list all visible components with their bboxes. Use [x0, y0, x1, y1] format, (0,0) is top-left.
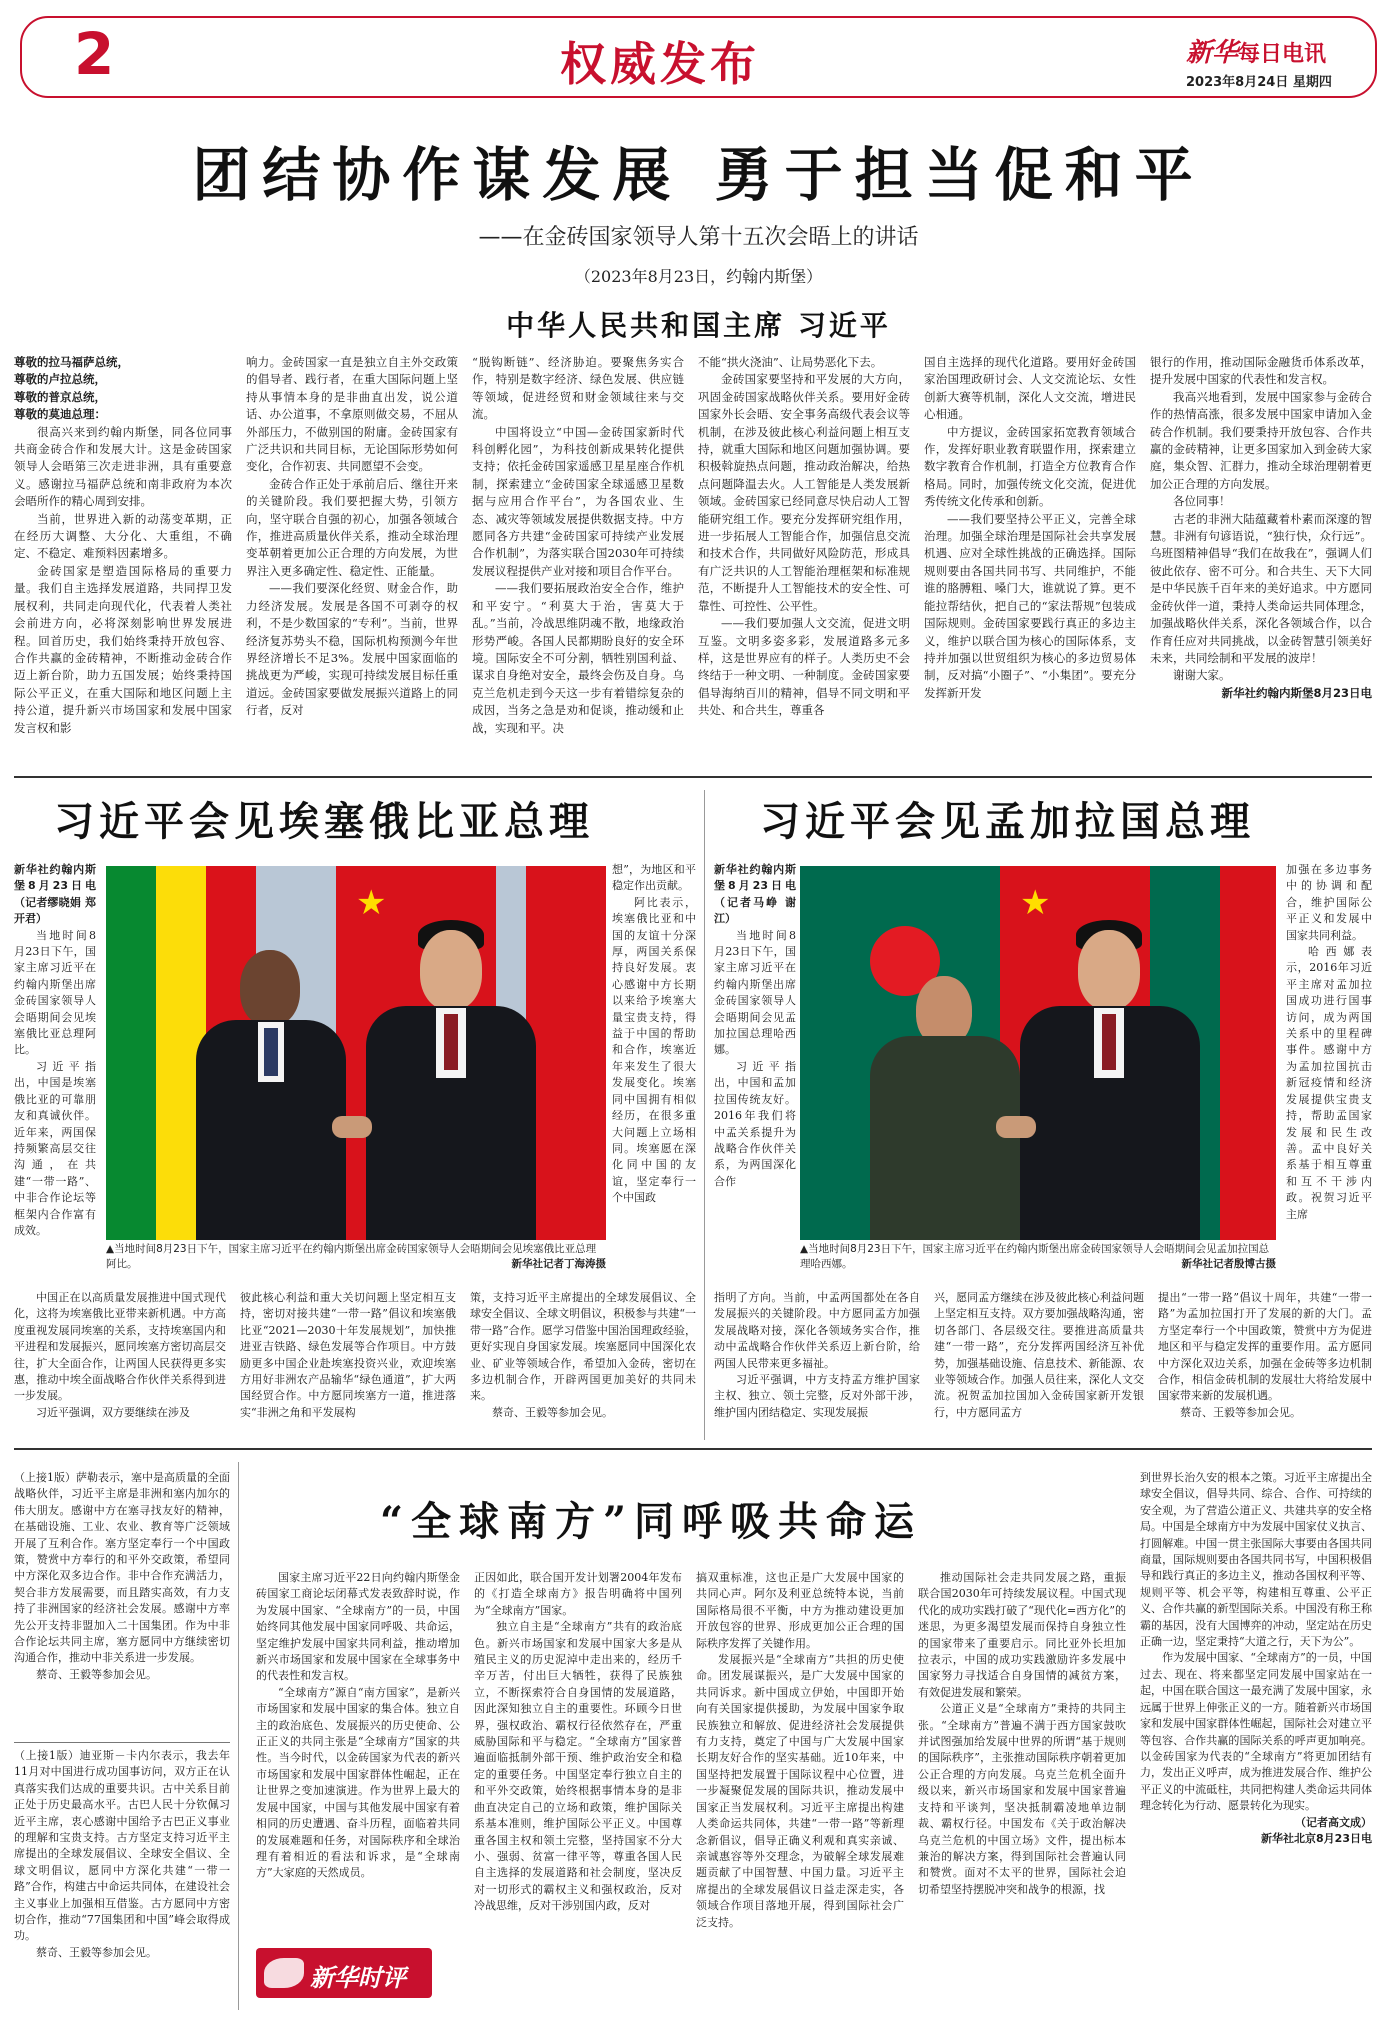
- lead-column-2: [246, 354, 458, 764]
- paragraph: 金砖合作正处于承前启后、继往开来的关键阶段。我们要把握大势，引领方向，坚守联合自强的初心，加强各领域合作，推进高质量伙伴关系，推动全球治理变革朝着更加公正合理的方向发展，为世界注入更多确定性、稳定性、正能量。: [246, 476, 458, 578]
- ethiopia-bottom-1: [14, 1290, 226, 1438]
- author: （记者高文成）: [1295, 1815, 1372, 1829]
- global-south-title: “全球南方”同呼吸共命运: [380, 1498, 923, 1545]
- paragraph: 彼此核心利益和重大关切问题上坚定相互支持，密切对接共建“一带一路”倡议和埃塞俄比亚“2021—2030十年发展规划”，加快推进亚吉铁路、绿色发展等合作项目。中方鼓励更多中国企业赴埃塞投资兴业，欢迎埃塞方用好非洲农产品输华“绿色通道”，扩大两国经贸合作。中方愿同埃塞方一道，推进落实“非洲之角和平发展构: [240, 1291, 456, 1419]
- south-column-2: [474, 1570, 682, 2010]
- paragraph: 响力。金砖国家一直是独立自主外交政策的倡导者、践行者，在重大国际问题上坚持从事情本身的是非曲直出发，说公道话、办公道事，不拿原则做交易，不屈从外部压力，不做别国的附庸。金砖国家有广泛共识和共同目标，无论国际形势如何变化，合作初衷、共同愿望不会变。: [246, 355, 458, 474]
- ethiopia-title: 习近平会见埃塞俄比亚总理: [54, 798, 594, 845]
- bangladesh-photo: [800, 866, 1276, 1240]
- paragraph: 各位同事！: [1173, 494, 1231, 509]
- paragraph: 策，支持习近平主席提出的全球发展倡议、全球安全倡议、全球文明倡议，积极参与共建“一带一路”合作。愿学习借鉴中国治国理政经验，更好实现自身国家发展。埃塞愿同中国深化农业、矿业等领域合作，希望加入金砖，密切在多边机制合作，开辟两国更加美好的共同未来。: [470, 1291, 696, 1403]
- lead-subhead: ——在金砖国家领导人第十五次会晤上的讲话: [478, 225, 919, 250]
- bangladesh-lede: 新华社约翰内斯堡8月23日电（记者马峥 谢江）: [714, 863, 796, 926]
- photo-credit: 新华社记者丁海涛摄: [511, 1258, 606, 1270]
- paragraph: 蔡奇、王毅等参加会见。: [36, 1945, 157, 1959]
- logo-text: 新华时评: [310, 1964, 406, 1992]
- person-xi: [366, 924, 536, 1240]
- paragraph: 习近平指出，中国是埃塞俄比亚的可靠朋友和真诚伙伴。近年来，两国保持频繁高层交往沟通，在共建“一带一路”、中非合作论坛等框架内合作富有成效。: [14, 1059, 96, 1237]
- paragraph: 很高兴来到约翰内斯堡，同各位同事共商金砖合作和发展大计。这是金砖国家领导人会晤第三次走进非洲，具有重要意义。感谢拉马福萨总统和南非政府为本次会晤所作的精心周到安排。: [14, 424, 232, 509]
- flag-star-icon: ★: [356, 883, 387, 923]
- caption-text: ▲当地时间8月23日下午，国家主席习近平在约翰内斯堡出席金砖国家领导人会晤期间会见埃塞俄比亚总理阿比。: [106, 1243, 597, 1270]
- paragraph: 到世界长治久安的根本之策。习近平主席提出全球安全倡议，倡导共同、综合、合作、可持续的安全观，为了营造公道正义、共建共享的安全格局。中国是全球南方中为发展中国家仗义执言、打圆解难。中国一贯主张国际大事要由各国共同商量，国际规则要由各国共同书写，中国积极倡导和践行真正的多边主义，推动各国权利平等、规则平等、机会平等，构建相互尊重、公平正义、合作共赢的新型国际关系。中国没有称王称霸的基因，没有大国博弈的冲动，坚定站在历史正确一边，坚定秉持“大道之行，天下为公”。: [1140, 1471, 1372, 1649]
- paragraph: 阿比表示，埃塞俄比亚和中国的友谊十分深厚，两国关系保持良好发展。衷心感谢中方长期以来给予埃塞大量宝贵支持，得益于中国的帮助和合作，埃塞近年来发生了很大发展变化。埃塞同中国拥有相似经历，在很多重大问题上立场相同。埃塞愿在深化同中国的友谊，坚定奉行一个中国政: [612, 895, 696, 1205]
- bangladesh-column-left: [714, 862, 796, 1282]
- section-title: 权威发布: [560, 37, 760, 91]
- bangladesh-bottom-3: [1158, 1290, 1372, 1438]
- lead-column-3: [472, 354, 684, 764]
- paragraph: ——我们要坚持公平正义，完善全球治理。加强全球治理是国际社会共享发展机遇、应对全球性挑战的正确选择。国际规则要由各国共同书写、共同维护，不能谁的胳膊粗、嗓门大，谁就说了算。更不能拉帮结伙，把自己的“家法帮规”包装成国际规则。金砖国家要践行真正的多边主义，维护以联合国为核心的国际体系，支持并加强以世贸组织为核心的多边贸易体制，反对搞“小圈子”、“小集团”。要充分发挥新开发: [924, 511, 1136, 700]
- brush-icon: [264, 1958, 304, 1988]
- paragraph: 不能“拱火浇油”、让局势恶化下去。: [698, 355, 883, 369]
- column-divider: [704, 790, 705, 1440]
- person-abiy: [196, 950, 346, 1240]
- paragraph: 公道正义是“全球南方”秉持的共同主张。“全球南方”普遍不满于西方国家鼓吹并试图强加给发展中世界的所谓“基于规则的国际秩序”，主张推动国际秩序朝着更加公正合理的方向发展。乌克兰危机全面升级以来，新兴市场国家和发展中国家普遍支持和平谈判，坚决抵制霸凌地单边制裁、霸权行径。中国发布《关于政治解决乌克兰危机的中国立场》文件，提出标本兼治的解决方案，得到国际社会普遍认同和赞赏。面对不太平的世界，国际社会迫切希望坚持摆脱冲突和战争的根源，找: [918, 1702, 1126, 1896]
- lead-column-6: [1150, 354, 1372, 764]
- ethiopia-caption: [106, 1242, 606, 1272]
- lead-column-5: [924, 354, 1136, 764]
- ethiopia-lede: 新华社约翰内斯堡8月23日电（记者缪晓娟 郑开君）: [14, 863, 96, 926]
- paragraph: 作为发展中国家、“全球南方”的一员，中国过去、现在、将来都坚定同发展中国家站在一起，中国在联合国这一最充满了发展中国家，永远属于世界上伸张正义的一方。随着新兴市场国家和发展中国家群体性崛起，国际社会对建立平等包容、合作共赢的国际关系的呼声更加响亮。以金砖国家为代表的“全球南方”将更加团结有力，发出正义呼声，成为推进发展合作、维护公平正义的中流砥柱，共同把构建人类命运共同体理念转化为行动、愿景转化为现实。: [1140, 1651, 1372, 1813]
- paragraph: 指明了方向。当前，中孟两国都处在各自发展振兴的关键阶段。中方愿同孟方加强发展战略对接，深化各领域务实合作，推动中孟战略合作伙伴关系迈上新台阶，给两国人民带来更多福祉。: [714, 1291, 920, 1370]
- divider: [14, 1448, 1372, 1450]
- paragraph: 搞双重标准，这也正是广大发展中国家的共同心声。阿尔及利亚总统特本说，当前国际格局很不平衡，中方为推动建设更加开放包容的世界、形成更加公正合理的国际秩序发挥了关键作用。: [696, 1571, 904, 1650]
- continued-cuba: [14, 1748, 230, 2010]
- ethiopia-column-left: [14, 862, 96, 1282]
- paragraph: 哈西娜表示，2016年习近平主席对孟加拉国成功进行国事访问，成为两国关系中的里程碑事件。感谢中方为孟加拉国抗击新冠疫情和经济发展提供宝贵支持，帮助孟国家发展和民生改善。孟中良好关系基于相互尊重和互不干涉内政。祝贺习近平主席: [1286, 945, 1372, 1221]
- ethiopia-bottom-3: [470, 1290, 696, 1438]
- lead-credit: 新华社约翰内斯堡8月23日电: [1221, 685, 1372, 700]
- ethiopia-column-right: [612, 862, 696, 1282]
- bangladesh-caption: [800, 1242, 1276, 1272]
- lead-speaker: 中华人民共和国主席 习近平: [506, 309, 891, 342]
- paragraph: 当地时间8月23日下午，国家主席习近平在约翰内斯堡出席金砖国家领导人会晤期间会见孟加拉国总理哈西娜。: [714, 928, 796, 1057]
- south-column-1: [256, 1570, 460, 1940]
- paragraph: 提出“一带一路”倡议十周年，共建“一带一路”为孟加拉国打开了发展的新的大门。孟方坚定奉行一个中国政策，赞赏中方为促进地区和平与稳定发挥的重要作用。孟方愿同中方深化双边关系，加强在金砖等多边机制合作，相信金砖机制的发展壮大将给发展中国家带来新的发展机遇。: [1158, 1291, 1372, 1403]
- paragraph: 习近平强调，双方要继续在涉及: [36, 1405, 190, 1419]
- paragraph: 蔡奇、王毅等参加会见。: [1180, 1405, 1301, 1419]
- paragraph: 蔡奇、王毅等参加会见。: [492, 1405, 613, 1419]
- issue-date: 2023年8月24日 星期四: [1186, 75, 1332, 90]
- paragraph: 推动国际社会走共同发展之路，重振联合国2030年可持续发展议程。中国式现代化的成功实践打破了“现代化=西方化”的迷思，为更多渴望发展而保持自身独立性的国家带来了重要启示。同比亚外长坦加拉表示，中国的成功实践激励许多发展中国家努力寻找适合自身国情的减贫方案，有效促进发展和繁荣。: [918, 1571, 1126, 1699]
- south-column-5: [1140, 1470, 1372, 2010]
- ethiopia-bottom-2: [240, 1290, 456, 1438]
- divider: [14, 1742, 230, 1743]
- person-xi: [1020, 924, 1200, 1240]
- divider: [14, 776, 1372, 778]
- paragraph: 金砖国家是塑造国际格局的重要力量。我们自主选择发展道路，共同捍卫发展权利，共同走向现代化，代表着人类社会前进方向，必将深刻影响世界发展进程。回首历史，我们始终秉持开放包容、合作共赢的金砖精神，不断推动金砖合作迈上新台阶，助力五国发展；始终秉持国际公平正义，在重大国际和地区问题上主持公道，提升新兴市场国家和发展中国家发言权和影: [14, 563, 232, 735]
- paragraph: 发展振兴是“全球南方”共担的历史使命。团发展谋振兴，是广大发展中国家的共同诉求。新中国成立伊始，中国即开始向有关国家提供援助，为发展中国家争取民族独立和解放、促进经济社会发展提供有力支持，奠定了中国与广大发展中国家长期友好合作的坚实基础。近10年来，中国坚持把发展置于国际议程中心位置，进一步凝聚促发展的国际共识，推动发展中国家正当发展权利。习近平主席提出构建人类命运共同体，共建“一带一路”等新理念新倡议，倡导正确义利观和真实亲诚、亲诚惠容等外交理念，为破解全球发展难题贡献了中国智慧、中国力量。习近平主席提出的全球发展倡议日益走深走实，各领域合作项目落地开展，得到国际社会广泛支持。: [696, 1653, 904, 1929]
- paragraph: （上接1版）迪亚斯－卡内尔表示，我去年11月对中国进行成功国事访问，双方正在认真落实我们达成的重要共识。古中关系目前正处于历史最高水平。古巴人民十分钦佩习近平主席，衷心感谢中国给予古巴正义事业的理解和宝贵支持。古方坚定支持习近平主席提出的全球发展倡议、全球安全倡议、全球文明倡议，愿同中方深化共建“一带一路”合作，构建古中命运共同体，在建设社会主义事业上加强相互借鉴。古方愿同中方密切合作，推动“77国集团和中国”峰会取得成功。: [14, 1749, 230, 1943]
- paragraph: 蔡奇、王毅等参加会见。: [36, 1667, 157, 1681]
- handshake: [332, 1116, 372, 1138]
- paragraph: 金砖国家要坚持和平发展的大方向，巩固金砖国家战略伙伴关系。要用好金砖国家外长会晤、安全事务高级代表会议等机制，在涉及彼此核心利益问题上相互支持，就重大国际和地区问题加强协调。要积极斡旋热点问题，推动政治解决，给热点问题降温去火。人工智能是人类发展新领域。金砖国家已经同意尽快启动人工智能研究组工作。要充分发挥研究组作用，进一步拓展人工智能合作，加强信息交流和技术合作，共同做好风险防范，形成具有广泛共识的人工智能治理框架和标准规范，不断提升人工智能技术的安全性、可靠性、可控性、公平性。: [698, 372, 910, 613]
- paragraph: ——我们要深化经贸、财金合作，助力经济发展。发展是各国不可剥夺的权利，不是少数国家的“专利”。当前，世界经济复苏势头不稳，国际机构预测今年世界经济增长不足3%。发展中国家面临的挑战更为严峻，实现可持续发展目标任重道远。金砖国家要做发展振兴道路上的同行者，反对: [246, 581, 458, 718]
- masthead: [1186, 32, 1356, 90]
- paragraph: 国家主席习近平22日向约翰内斯堡金砖国家工商论坛闭幕式发表致辞时说，作为发展中国家、“全球南方”的一员，中国始终同其他发展中国家同呼吸、共命运，坚定维护发展中国家共同利益，推动增加新兴市场国家和发展中国家在全球事务中的代表性和发言权。: [256, 1571, 460, 1683]
- paragraph: 加强在多边事务中的协调和配合，维护国际公平正义和发展中国家共同利益。: [1286, 863, 1372, 942]
- paragraph: 中方提议，金砖国家拓宽教育领域合作，发挥好职业教育联盟作用，探索建立数字教育合作机制，打造全方位教育合作格局。同时，加强传统文化交流，促进优秀传统文化传承和创新。: [924, 424, 1136, 509]
- photo-credit: 新华社记者殷博古摄: [1181, 1258, 1276, 1270]
- column-divider: [238, 1462, 239, 2010]
- handshake: [996, 1116, 1036, 1138]
- page-number: 2: [74, 20, 115, 88]
- south-column-3: [696, 1570, 904, 2010]
- paragraph: 正因如此，联合国开发计划署2004年发布的《打造全球南方》报告明确将中国列为“全球南方”国家。: [474, 1571, 682, 1617]
- paragraph: 独立自主是“全球南方”共有的政治底色。新兴市场国家和发展中国家大多是从殖民主义的历史泥淖中走出来的，经历千辛万苦，付出巨大牺牲，获得了民族独立，不断探索符合自身国情的发展道路，因此深知独立自主的重要性。环顾今日世界，强权政治、霸权行径依然存在，严重威胁国际和平与稳定。“全球南方”国家普遍面临抵制外部干预、维护政治安全和稳定的重要任务。中国坚定奉行独立自主的和平外交政策，始终根据事情本身的是非曲直决定自己的立场和政策，维护国际关系基本准则，维护国际公平正义。中国尊重各国主权和领土完整，坚持国家不分大小、强弱、贫富一律平等，尊重各国人民自主选择的发展道路和社会制度，坚决反对一切形式的霸权主义和强权政治，反对冷战思维，反对干涉别国内政，反对: [474, 1620, 682, 1913]
- paragraph: （上接1版）萨勒表示，塞中是高质量的全面战略伙伴，习近平主席是非洲和塞内加尔的伟大朋友。感谢中方在塞寻找友好的精神，在基础设施、工业、农业、教育等广泛领域开展了互利合作。塞方坚定奉行一个中国政策，赞赏中方奉行的和平外交政策，希望同中方深化双多边合作。非中合作充满活力，契合非方发展需要，而且踏实高效，有力支持了非洲国家的经济社会发展。感谢中方率先公开支持非盟加入二十国集团。作为中非合作论坛共同主席，塞方愿同中方继续密切沟通合作，推动中非关系进一步发展。: [14, 1471, 230, 1665]
- paragraph: “全球南方”源自“南方国家”，是新兴市场国家和发展中国家的集合体。独立自主的政治底色、发展振兴的历史使命、公正正义的共同主张是“全球南方”国家的共性。当今时代，以金砖国家为代表的新兴市场国家和发展中国家群体性崛起，正在让世界之变加速演进。作为世界上最大的发展中国家，中国与其他发展中国家有着相同的历史遭遇、奋斗历程，面临着共同的发展难题和任务，对国际秩序和全球治理有着相近的看法和诉求，是“全球南方”大家庭的天然成员。: [256, 1685, 460, 1880]
- paragraph: 国自主选择的现代化道路。要用好金砖国家治国理政研讨会、人文交流论坛、女性创新大赛等机制，深化人文交流，增进民心相通。: [924, 355, 1136, 422]
- paragraph: 当前，世界进入新的动荡变革期，正在经历大调整、大分化、大重组，不确定、不稳定、难预料因素增多。: [14, 511, 232, 561]
- paragraph: ——我们要加强人文交流，促进文明互鉴。文明多姿多彩，发展道路多元多样，这是世界应有的样子。人类历史不会终结于一种文明、一种制度。金砖国家要倡导海纳百川的精神，倡导不同文明和平共处、和合共生，尊重各: [698, 616, 910, 718]
- lead-column-4: [698, 354, 910, 764]
- greeting-line: 尊敬的拉马福萨总统，: [14, 355, 129, 369]
- paragraph: 谢谢大家。: [1173, 668, 1231, 683]
- paragraph: “脱钩断链”、经济胁迫。要聚焦务实合作，特别是数字经济、绿色发展、供应链等领域，促进经贸和财金领域往来与交流。: [472, 355, 684, 422]
- paragraph: 中国正在以高质量发展推进中国式现代化，这将为埃塞俄比亚带来新机遇。中方高度重视发展同埃塞的关系，支持埃塞国内和平进程和发展振兴，愿同埃塞方密切高层交往，扩大全面合作，让两国人民获得更多实惠，推动中埃全面战略合作伙伴关系得到进一步发展。: [14, 1291, 226, 1403]
- paragraph: ——我们要拓展政治安全合作，维护和平安宁。“利莫大于治，害莫大于乱。”当前，冷战思维阴魂不散，地缘政治形势严峻。各国人民都期盼良好的安全环境。国际安全不可分割，牺牲别国利益、谋求自身绝对安全，最终会伤及自身。乌克兰危机走到今天这一步有着错综复杂的成因，当务之急是劝和促谈，推动缓和止战，实现和平。决: [472, 581, 684, 735]
- paragraph: 想”，为地区和平稳定作出贡献。: [612, 863, 696, 893]
- bangladesh-bottom-2: [934, 1290, 1144, 1438]
- greeting-line: 尊敬的莫迪总理：: [14, 407, 106, 422]
- lead-dateline: （2023年8月23日，约翰内斯堡）: [574, 267, 823, 286]
- paragraph: 中国将设立“中国—金砖国家新时代科创孵化园”，为科技创新成果转化提供支持；依托金砖国家遥感卫星星座合作机制，探索建立“金砖国家全球遥感卫星数据与应用合作平台”，为各国农业、生态、减灾等领域发展提供数据支持。中方愿同各方共建“金砖国家可持续产业发展合作机制”，为落实联合国2030年可持续发展议程提供产业对接和项目合作平台。: [472, 424, 684, 578]
- china-flag: [526, 866, 606, 1240]
- paragraph: 古老的非洲大陆蕴藏着朴素而深邃的智慧。非洲有句谚语说，“独行快，众行远”。乌班图精神倡导“我们在故我在”，强调人们彼此依存、密不可分。和合共生、天下大同是中华民族千百年来的美好追求。中方愿同金砖伙伴一道，秉持人类命运共同体理念，加强战略伙伴关系，深化各领域合作，以合作育任应对共同挑战，以金砖智慧引领美好未来，共同绘制和平发展的波岸！: [1150, 511, 1372, 665]
- xinhua-commentary-logo: [256, 1948, 432, 1998]
- paragraph: 习近平强调，中方支持孟方维护国家主权、独立、领土完整，反对外部干涉，维护国内团结稳定、实现发展振: [714, 1373, 920, 1419]
- person-hasina: [870, 976, 1020, 1240]
- china-flag: [1220, 866, 1276, 1240]
- greeting-line: 尊敬的普京总统，: [14, 389, 106, 404]
- lead-column-1: [14, 354, 232, 764]
- ethiopia-photo: [106, 866, 606, 1240]
- greeting-line: 尊敬的卢拉总统，: [14, 372, 106, 387]
- paragraph: 银行的作用，推动国际金融货币体系改革，提升发展中国家的代表性和发言权。: [1150, 355, 1372, 387]
- flag-star-icon: ★: [1020, 883, 1051, 923]
- south-credit: 新华社北京8月23日电: [1261, 1831, 1372, 1845]
- continued-senegal: [14, 1470, 230, 1738]
- caption-text: ▲当地时间8月23日下午，国家主席习近平在约翰内斯堡出席金砖国家领导人会晤期间会见孟加拉国总理哈西娜。: [800, 1243, 1270, 1270]
- south-column-4: [918, 1570, 1126, 2010]
- masthead-logo: 新华每日电讯: [1186, 38, 1327, 68]
- bangladesh-bottom-1: [714, 1290, 920, 1438]
- bangladesh-column-right: [1286, 862, 1372, 1282]
- bangladesh-title: 习近平会见孟加拉国总理: [760, 798, 1255, 845]
- paragraph: 我高兴地看到，发展中国家参与金砖合作的热情高涨，很多发展中国家申请加入金砖合作机制。我们要秉持开放包容、合作共赢的金砖精神，让更多国家加入到金砖大家庭，集众智、汇群力，推动全球治理朝着更加公正合理的方向发展。: [1150, 389, 1372, 491]
- paragraph: 习近平指出，中国和孟加拉国传统友好。2016年我们将中孟关系提升为战略合作伙伴关系，为两国深化合作: [714, 1059, 796, 1188]
- paragraph: 当地时间8月23日下午，国家主席习近平在约翰内斯堡出席金砖国家领导人会晤期间会见埃塞俄比亚总理阿比。: [14, 928, 96, 1057]
- paragraph: 兴，愿同孟方继续在涉及彼此核心利益问题上坚定相互支持。双方要加强战略沟通，密切各部门、各层级交往。要推进高质量共建“一带一路”，充分发挥两国经济互补优势，加强基础设施、信息技术、新能源、农业等领域合作。加强人员往来，深化人文交流。祝贺孟加拉国加入金砖国家新开发银行，中方愿同孟方: [934, 1291, 1144, 1419]
- lead-headline: 团结协作谋发展 勇于担当促和平: [192, 141, 1205, 209]
